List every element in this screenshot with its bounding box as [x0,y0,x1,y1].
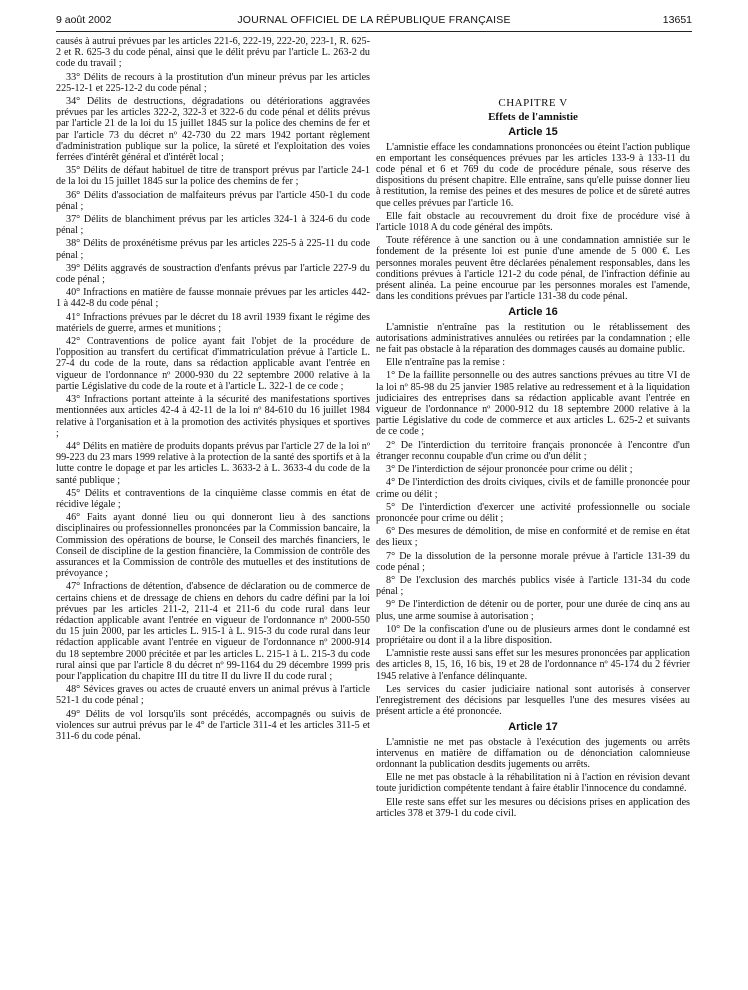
paragraph: Les services du casier judiciaire national sont autorisés à conserver l'enregistrement des décisions par lesquelles l'une des mesures visées au présent article a été prononcée. [376,683,690,718]
paragraph: Elle reste sans effet sur les mesures ou décisions prises en application des articles 378 et 379-1 du code civil. [376,796,690,819]
article-17-heading: Article 17 [508,721,558,734]
chapter-heading: CHAPITRE V [498,97,568,109]
article-15-heading: Article 15 [508,126,558,139]
article-16-heading: Article 16 [508,306,558,319]
paragraph: 3° De l'interdiction de séjour prononcée pour crime ou délit ; [386,464,633,476]
right-column [376,36,690,821]
paragraph: Elle fait obstacle au recouvrement du droit fixe de procédure visé à l'article 1018 A du code général des impôts. [376,210,690,234]
paragraph: 35° Délits de défaut habituel de titre de transport prévus par l'article 24-1 de la loi du 15 juillet 1845 sur la police des chemins de fer ; [56,165,370,188]
paragraph: 34° Délits de destructions, dégradations ou détériorations aggravées prévues par les articles 322-2, 322-3 et 322-6 du code pénal et délits prévus par l'article 21 de la loi du 15 juillet 1845 sur la police des chemins de fer et par l'article 73 du décret nº 42-730 du 22 mars 1942 portant règlement d'administration publique sur la police, la sûreté et l'exploitation des voies ferrées d'intérêt général et d'intérêt local ; [56,96,370,164]
paragraph: L'amnistie reste aussi sans effet sur les mesures prononcées par application des articles 8, 15, 16, 16 bis, 19 et 28 de l'ordonnance nº 45-174 du 2 février 1945 relative à l'enfance délinquante. [376,648,690,682]
paragraph: L'amnistie ne met pas obstacle à l'exécution des jugements ou arrêts intervenus en matière de diffamation ou de dénonciation calomnieuse ordonnant la publication desdits jugements ou arrêts. [376,736,690,770]
paragraph: 7° De la dissolution de la personne morale prévue à l'article 131-39 du code pénal ; [376,550,690,573]
paragraph: 1° De la faillite personnelle ou des autres sanctions prévues au titre VI de la loi nº 85-98 du 25 janvier 1985 relative au redressement et à la liquidation judiciaires des entreprises dans sa rédaction applicable avant l'entrée en vigueur de l'ordonnance nº 2000-912 du 18 septembre 2000 relative à la partie Législative du code de commerce et aux articles L. 625-2 et suivants de ce code ; [376,370,690,438]
paragraph: causés à autrui prévues par les articles 221-6, 222-19, 222-20, 223-1, R. 625-2 et R. 625-3 du code pénal, ainsi que le délit prévu par l'article L. 263-2 du code du travail ; [56,36,370,70]
header-page-number: 13651 [662,14,692,26]
paragraph: 47° Infractions de détention, d'absence de déclaration ou de commerce de certains chiens et de dressage de chiens en dehors du cadre défini par la loi prévues par les articles 211-2, 211-4 et 211-6 du code rural dans leur rédaction applicable avant l'entrée en vigueur de l'ordonnance nº 2000-550 du 15 juin 2000, par les articles L. 915-1 à L. 915-3 du code rural dans leur rédaction applicable avant l'entrée en vigueur de l'ordonnance nº 2000-914 du 18 septembre 2000 précitée et par les articles L. 215-1 à L. 215-3 du code rural ainsi que par l'article 8 du décret nº 99-1164 du 29 décembre 1999 pris pour l'application du chapitre III du titre II du livre II du code rural ; [56,581,370,682]
paragraph: L'amnistie n'entraîne pas la restitution ou le rétablissement des autorisations administratives annulées ou retirées par la condamnation ; elle ne fait pas obstacle à la réparation des dommages causés au domaine public. [376,321,690,356]
chapter-title: Effets de l'amnistie [488,111,578,124]
left-column [56,36,370,744]
page-header [56,14,692,30]
paragraph: 44° Délits en matière de produits dopants prévus par l'article 27 de la loi nº 99-223 du 23 mars 1999 relative à la protection de la santé des sportifs et à la lutte contre le dopage et par les articles L. 3633-2 à L. 3633-4 du code de la santé publique ; [56,440,370,486]
paragraph: 2° De l'interdiction du territoire français prononcée à l'encontre d'un étranger reconnu coupable d'un crime ou d'un délit ; [376,439,690,462]
paragraph: 9° De l'interdiction de détenir ou de porter, pour une durée de cinq ans au plus, une arme soumise à autorisation ; [376,599,690,622]
header-rule [56,31,692,32]
paragraph: 10° De la confiscation d'une ou de plusieurs armes dont le condamné est propriétaire ou dont il a la libre disposition. [376,623,690,646]
paragraph: 40° Infractions en matière de fausse monnaie prévues par les articles 442-1 à 442-8 du code pénal ; [56,287,370,310]
header-title: JOURNAL OFFICIEL DE LA RÉPUBLIQUE FRANÇAISE [237,14,511,26]
paragraph: 6° Des mesures de démolition, de mise en conformité et de remise en état des lieux ; [376,526,690,549]
paragraph: 41° Infractions prévues par le décret du 18 avril 1939 fixant le régime des matériels de guerre, armes et munitions ; [56,311,370,334]
paragraph: Elle ne met pas obstacle à la réhabilitation ni à l'action en révision devant toute juridiction compétente tendant à faire établir l'innocence du condamné. [376,772,690,795]
paragraph: Elle n'entraîne pas la remise : [386,357,506,369]
paragraph: 48° Sévices graves ou actes de cruauté envers un animal prévus à l'article 521-1 du code pénal ; [56,684,370,707]
paragraph: 5° De l'interdiction d'exercer une activité professionnelle ou sociale prononcée pour crime ou délit ; [376,501,690,524]
paragraph: 33° Délits de recours à la prostitution d'un mineur prévus par les articles 225-12-1 et 225-12-2 du code pénal ; [56,71,370,94]
paragraph: 37° Délits de blanchiment prévus par les articles 324-1 à 324-6 du code pénal ; [56,214,370,237]
paragraph: 43° Infractions portant atteinte à la sécurité des manifestations sportives mentionnées aux articles 42-4 à 42-11 de la loi nº 84-610 du 16 juillet 1984 relative à l'organisation et à la promotion des activités physiques et sportives ; [56,394,370,439]
paragraph: 4° De l'interdiction des droits civiques, civils et de famille prononcée pour crime ou délit ; [376,477,690,500]
paragraph: 49° Délits de vol lorsqu'ils sont précédés, accompagnés ou suivis de violences sur autrui prévus par le 4° de l'article 311-4 et les articles 311-5 et 311-6 du code pénal. [56,708,370,742]
paragraph: 42° Contraventions de police ayant fait l'objet de la procédure de l'opposition au transfert du certificat d'immatriculation prévue à l'article L. 27-4 du code de la route, dans sa rédaction applicable avant l'entrée en vigueur de l'ordonnance nº 2000-930 du 22 septembre 2000 relative à la partie Législative du code de la route et à l'article L. 322-1 de ce code ; [56,336,370,392]
paragraph: 36° Délits d'association de malfaiteurs prévus par l'article 450-1 du code pénal ; [56,189,370,212]
paragraph: 45° Délits et contraventions de la cinquième classe commis en état de récidive légale ; [56,487,370,510]
paragraph: 38° Délits de proxénétisme prévus par les articles 225-5 à 225-11 du code pénal ; [56,238,370,261]
paragraph: Toute référence à une sanction ou à une condamnation amnistiée sur le fondement de la présente loi est punie d'une amende de 5 000 €. Les personnes morales peuvent être déclarées pénalement responsables, dans les conditions prévues à l'article 121-2 du code pénal, de l'infraction définie au présent alinéa. La peine encourue par les personnes morales est l'amende, dans les conditions prévues par l'article 131-38 du code pénal. [376,235,690,303]
paragraph: 39° Délits aggravés de soustraction d'enfants prévus par l'article 227-9 du code pénal ; [56,262,370,286]
paragraph: 8° De l'exclusion des marchés publics visée à l'article 131-34 du code pénal ; [376,574,690,598]
header-date: 9 août 2002 [56,14,112,26]
paragraph: 46° Faits ayant donné lieu ou qui donneront lieu à des sanctions disciplinaires ou professionnelles prononcées par la Commission bancaire, la Commission des opérations de bourse, le Conseil des marchés financiers, le Conseil de discipline de la gestion financière, la Commission de contrôle des assurances et la Commission de contrôle des mutuelles et des institutions de prévoyance ; [56,512,370,580]
paragraph: L'amnistie efface les condamnations prononcées ou éteint l'action publique en emportant les conséquences prévues par les articles 133-9 à 133-11 du code pénal et 6 et 769 du code de procédure pénale, sous réserve des dispositions du présent chapitre. Elle entraîne, sans qu'elle puisse donner lieu à restitution, la remise des peines et des mesures de police et de sûreté autres que celles prévues par l'article 16. [376,141,690,209]
